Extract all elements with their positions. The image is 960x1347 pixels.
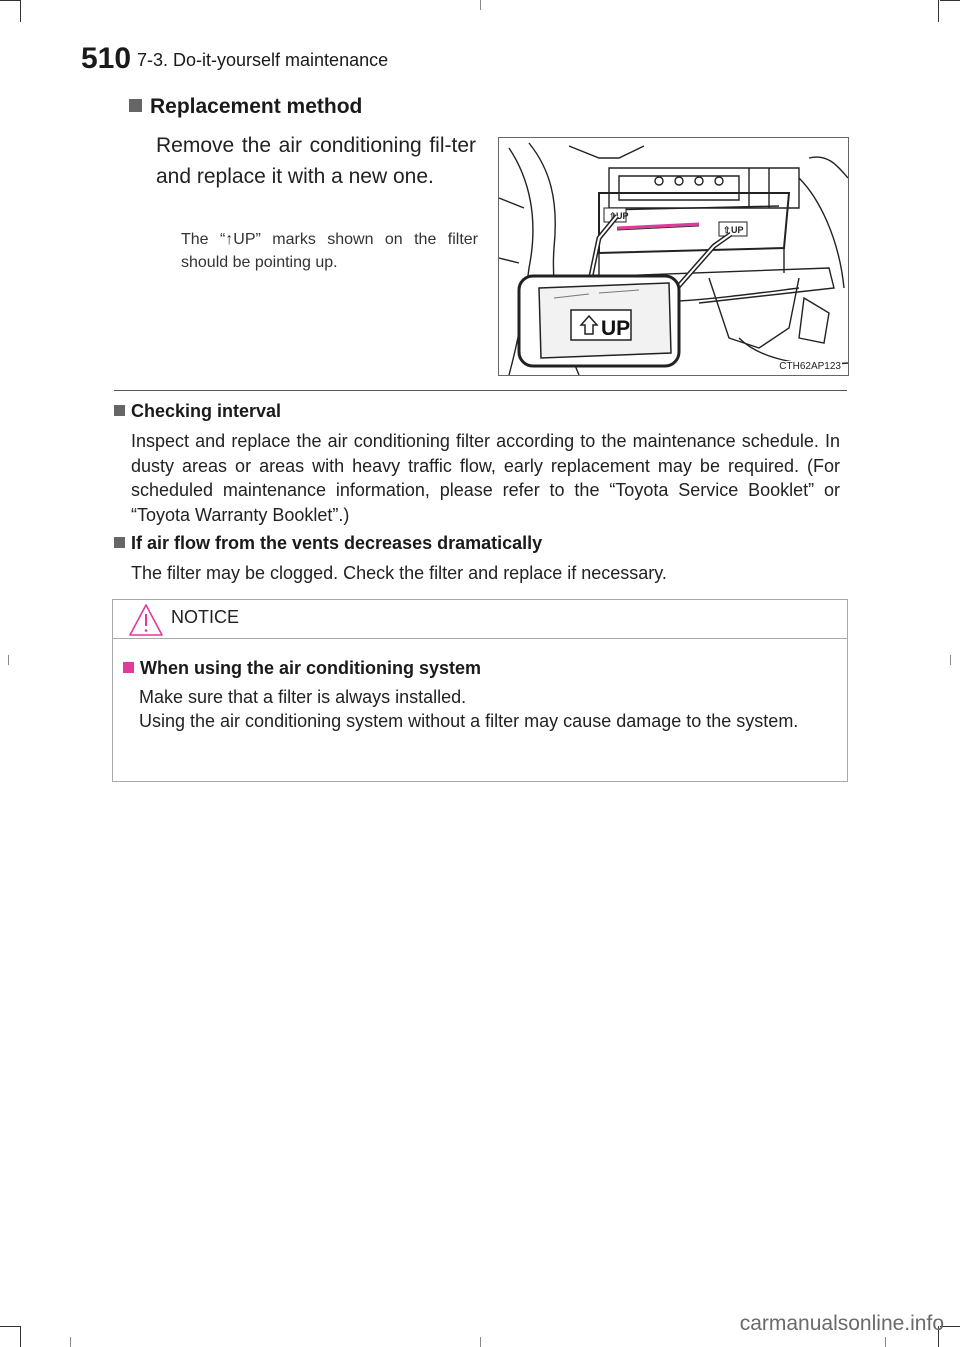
- checking-heading-text: Checking interval: [131, 401, 282, 421]
- crop-mark: [940, 0, 960, 1]
- crop-mark: [938, 0, 939, 22]
- notice-line-1: Make sure that a filter is always installed.: [139, 687, 467, 707]
- replacement-heading: [129, 95, 362, 119]
- bullet-square: [114, 537, 125, 548]
- notice-label: NOTICE: [171, 607, 240, 627]
- figure-caption: CTH62AP123: [779, 361, 841, 372]
- filter-illustration-drawing: [499, 138, 848, 375]
- crop-mark: [0, 0, 20, 1]
- checking-body: Inspect and replace the air conditioning filter according to the maintenance schedule. In dusty areas or areas with heavy traffic flow, early replacement may be required. (For scheduled maintenance information, please refer to the “Toyota Service Booklet” or “Toyota Warranty Booklet”.): [131, 431, 840, 525]
- filter-illustration: [498, 137, 849, 376]
- crop-tick: [885, 1337, 886, 1347]
- small-up-label-right: UP: [731, 225, 744, 235]
- bullet-square: [129, 99, 142, 112]
- section-divider: [114, 390, 847, 391]
- bullet-square: [114, 405, 125, 416]
- crop-tick: [950, 655, 951, 665]
- warning-icon: [128, 603, 164, 637]
- airflow-body: The filter may be clogged. Check the filter and replace if necessary.: [131, 563, 667, 583]
- bullet-square-pink: [123, 662, 134, 673]
- notice-heading: [123, 658, 481, 679]
- watermark: carmanualsonline.info: [739, 1312, 944, 1335]
- svg-text:⇧: ⇧: [723, 225, 731, 235]
- svg-text:⇧: ⇧: [609, 211, 617, 221]
- checking-heading: [114, 401, 281, 422]
- small-up-label: UP: [616, 211, 629, 221]
- crop-mark: [0, 1326, 20, 1327]
- section-title: 7-3. Do-it-yourself maintenance: [137, 50, 389, 70]
- notice-line-2: Using the air conditioning system without a filter may cause damage to the system.: [139, 711, 799, 731]
- replacement-heading-text: Replacement method: [150, 95, 363, 118]
- notice-heading-text: When using the air conditioning system: [140, 658, 482, 678]
- replacement-note: The “↑UP” marks shown on the filter should be pointing up.: [181, 231, 478, 271]
- airflow-heading: [114, 533, 542, 554]
- crop-tick: [480, 0, 481, 10]
- notice-body: [139, 685, 831, 733]
- notice-box: [112, 599, 848, 782]
- crop-mark: [20, 1326, 21, 1347]
- page-number: 510: [81, 42, 132, 75]
- crop-tick: [8, 655, 9, 665]
- large-up-label: UP: [601, 317, 631, 340]
- crop-tick: [480, 1337, 481, 1347]
- crop-tick: [70, 1337, 71, 1347]
- replacement-body: Remove the air conditioning fil-ter and replace it with a new one.: [156, 134, 476, 188]
- notice-header: [113, 600, 847, 639]
- airflow-heading-text: If air flow from the vents decreases dramatically: [131, 533, 543, 553]
- crop-mark: [20, 0, 21, 22]
